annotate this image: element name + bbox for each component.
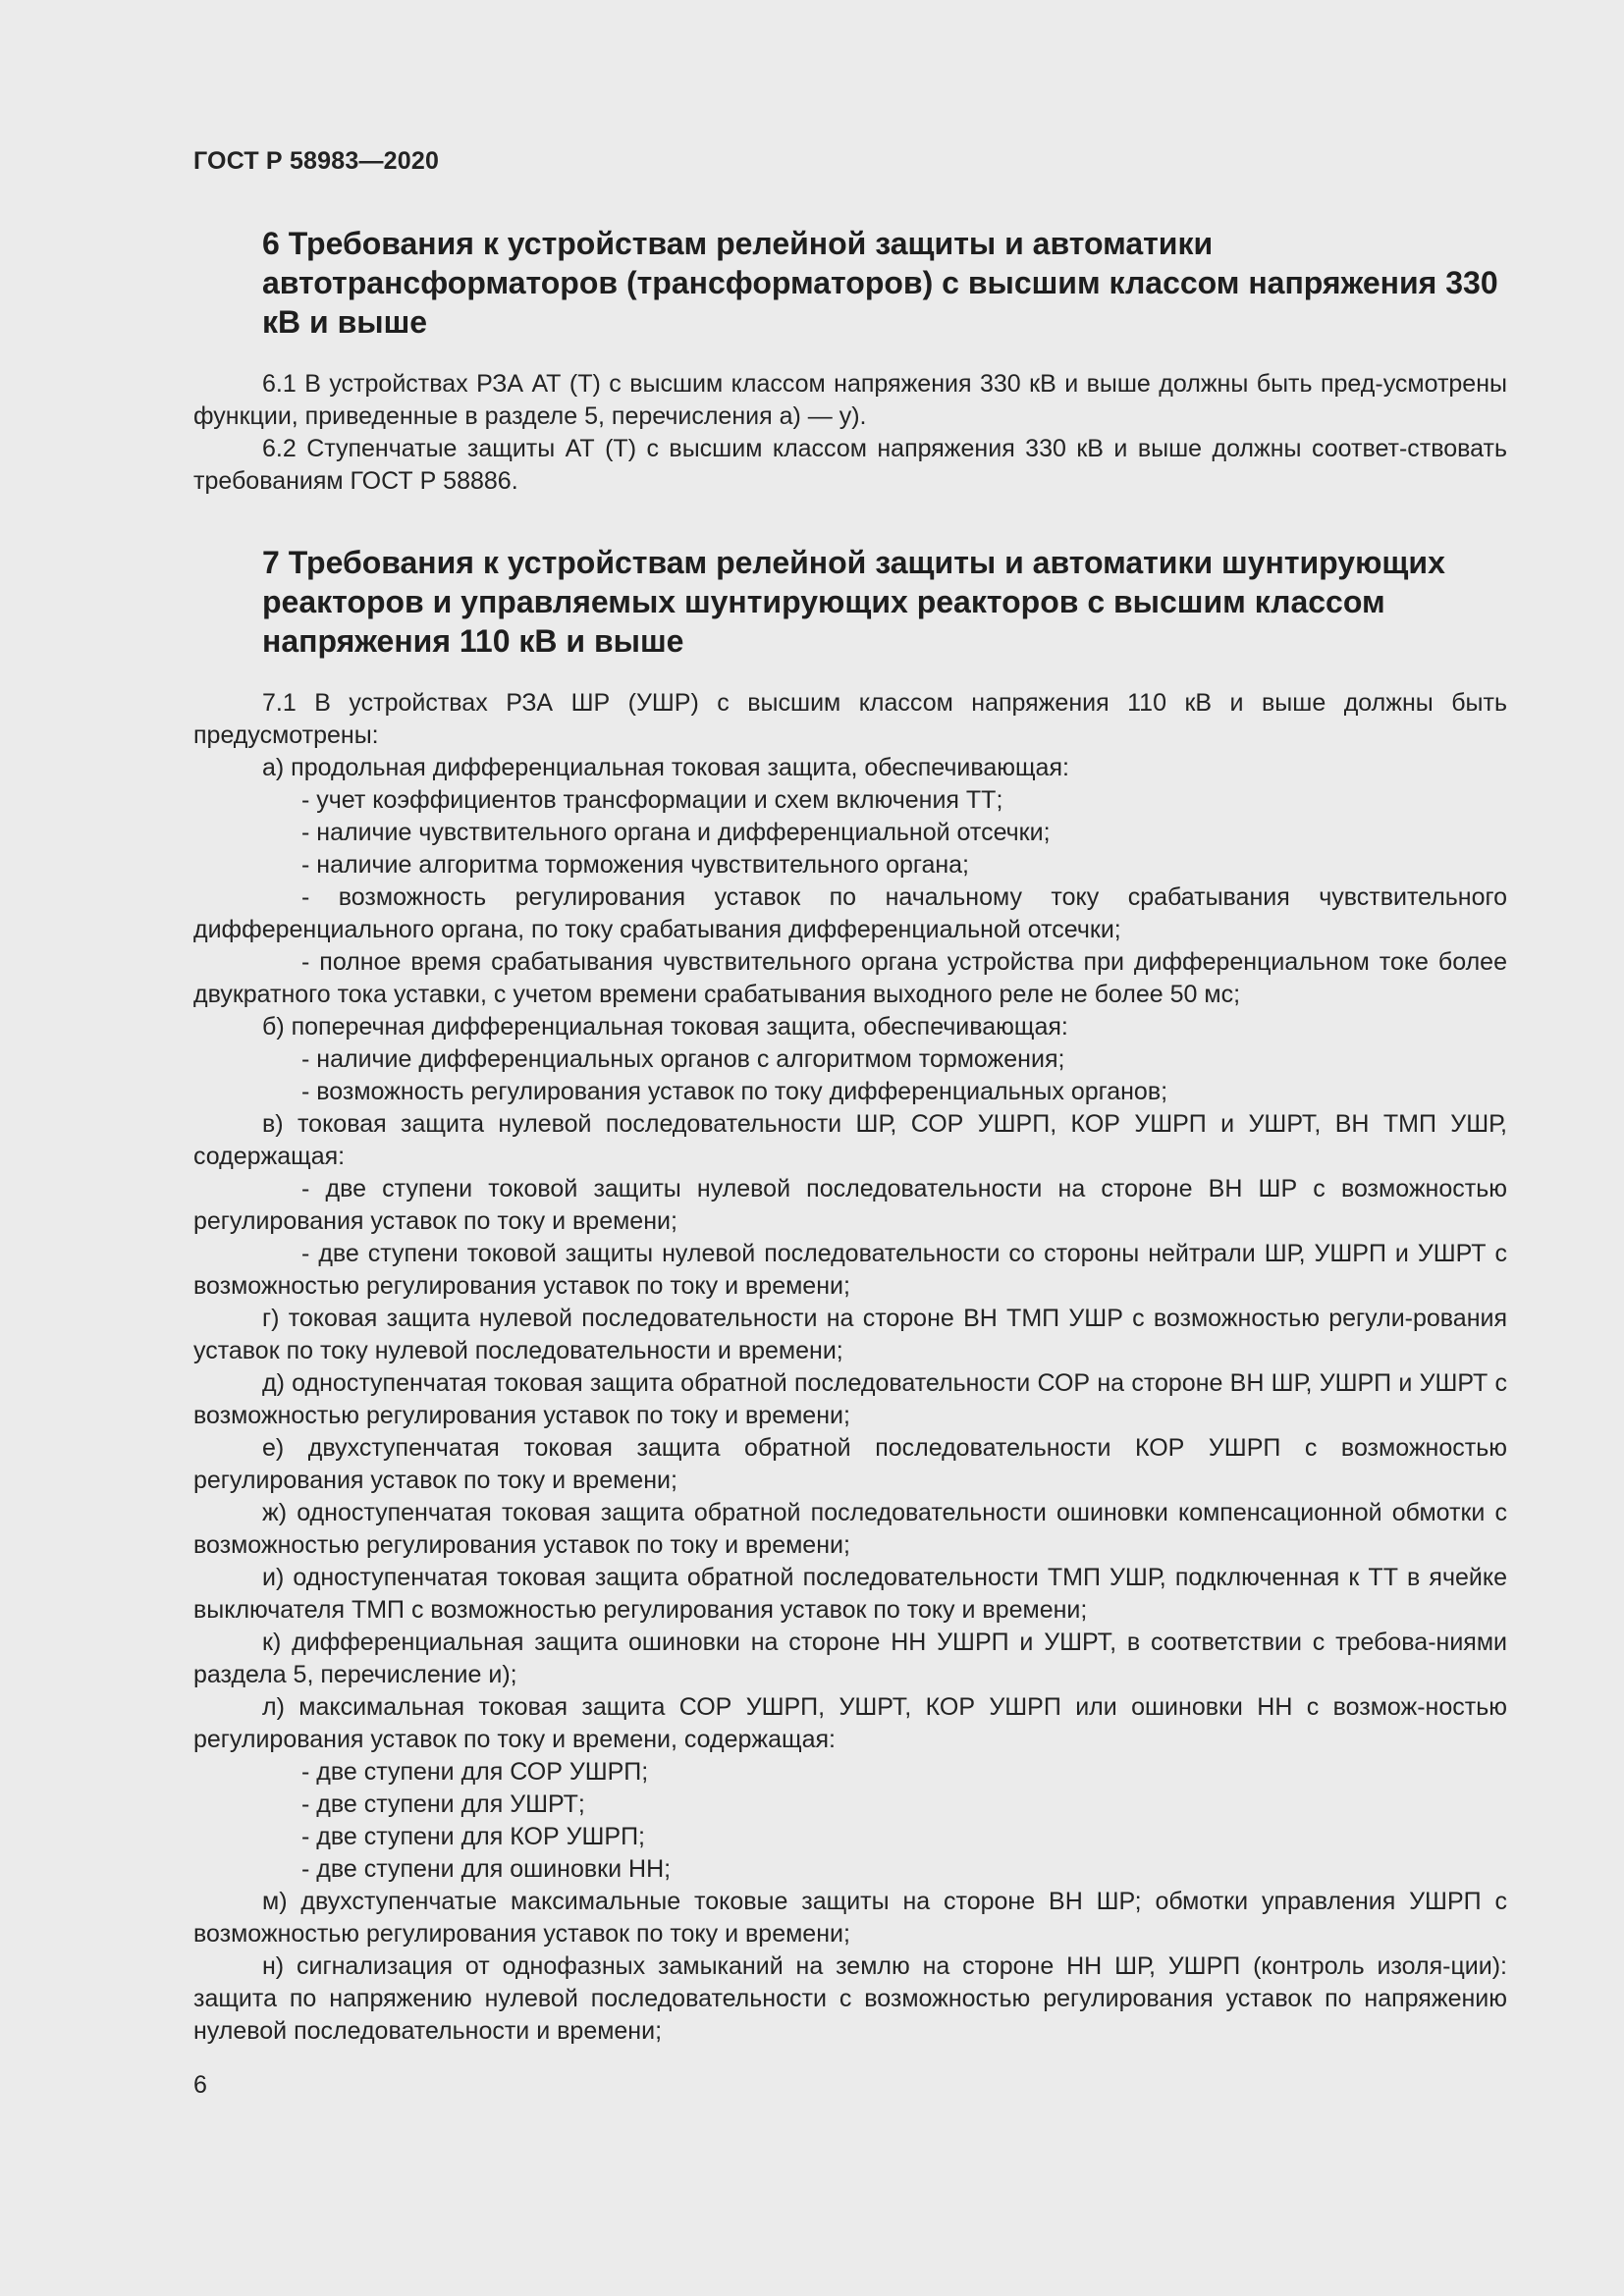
paragraph-7-1: 7.1 В устройствах РЗА ШР (УШР) с высшим классом напряжения 110 кВ и выше должны быть предусмотрены: (193, 689, 1507, 749)
sub-item-dash: - две ступени для СОР УШРП; (301, 1758, 649, 1786)
list-item-l: л) максимальная токовая защита СОР УШРП, УШРТ, КОР УШРП или ошиновки НН с возмож-ностью регулирования уставок по току и времени, содержащая: (193, 1693, 1507, 1753)
sub-item-dash: - наличие чувствительного органа и дифференциальной отсечки; (301, 819, 1051, 846)
list-item-b: б) поперечная дифференциальная токовая защита, обеспечивающая: (262, 1013, 1068, 1041)
sub-item-dash: - наличие дифференциальных органов с алгоритмом торможения; (301, 1045, 1065, 1073)
list-item-a: а) продольная дифференциальная токовая защита, обеспечивающая: (262, 754, 1069, 781)
sub-item-dash: - полное время срабатывания чувствительного органа устройства при дифференциальном токе более двукратного тока уставки, с учетом времени срабатывания выходного реле не более 50 мс; (193, 948, 1507, 1008)
sub-item-dash: - две ступени для КОР УШРП; (301, 1823, 645, 1850)
list-item-v: в) токовая защита нулевой последовательности ШР, СОР УШРП, КОР УШРП и УШРТ, ВН ТМП УШР, содержащая: (193, 1110, 1507, 1170)
sub-item-dash: - наличие алгоритма торможения чувствительного органа; (301, 851, 970, 879)
sub-item-dash: - учет коэффициентов трансформации и схем включения ТТ; (301, 786, 1003, 814)
list-item-k: к) дифференциальная защита ошиновки на стороне НН УШРП и УШРТ, в соответствии с требова-ниями раздела 5, перечисление и); (193, 1629, 1507, 1688)
section-7-heading: 7 Требования к устройствам релейной защиты и автоматики шунтирующих реакторов и управляемых шунтирующих реакторов с высшим классом напряжения 110 кВ и выше (262, 545, 1445, 659)
list-item-d: д) одноступенчатая токовая защита обратной последовательности СОР на стороне ВН ШР, УШРП и УШРТ с возможностью регулирования уставок по току и времени; (193, 1369, 1507, 1429)
list-item-m: м) двухступенчатые максимальные токовые защиты на стороне ВН ШР; обмотки управления УШРП с возможностью регулирования уставок по току и времени; (193, 1888, 1507, 1948)
sub-item-dash: - две ступени токовой защиты нулевой последовательности на стороне ВН ШР с возможностью регулирования уставок по току и времени; (193, 1175, 1507, 1235)
page-number: 6 (193, 2071, 207, 2099)
document-header-id: ГОСТ Р 58983—2020 (193, 147, 440, 175)
paragraph-6-2: 6.2 Ступенчатые защиты АТ (Т) с высшим классом напряжения 330 кВ и выше должны соответ-ствовать требованиям ГОСТ Р 58886. (193, 435, 1507, 495)
sub-item-dash: - возможность регулирования уставок по току дифференциальных органов; (301, 1078, 1168, 1105)
list-item-i: и) одноступенчатая токовая защита обратной последовательности ТМП УШР, подключенная к ТТ в ячейке выключателя ТМП с возможностью регулирования уставок по току и времени; (193, 1564, 1507, 1624)
list-item-n: н) сигнализация от однофазных замыканий на землю на стороне НН ШР, УШРП (контроль изоля-ции): защита по напряжению нулевой последовательности с возможностью регулирования уставок по напряжению нулевой последовательности и времени; (193, 1952, 1507, 2045)
list-item-e: е) двухступенчатая токовая защита обратной последовательности КОР УШРП с возможностью регулирования уставок по току и времени; (193, 1434, 1507, 1494)
sub-item-dash: - возможность регулирования уставок по начальному току срабатывания чувствительного дифференциального органа, по току срабатывания дифференциальной отсечки; (193, 883, 1507, 943)
document-body (193, 224, 1507, 2048)
sub-item-dash: - две ступени для УШРТ; (301, 1790, 585, 1818)
section-6-heading: 6 Требования к устройствам релейной защиты и автоматики автотрансформаторов (трансформаторов) с высшим классом напряжения 330 кВ и выше (262, 226, 1498, 340)
list-item-zh: ж) одноступенчатая токовая защита обратной последовательности ошиновки компенсационной обмотки с возможностью регулирования уставок по току и времени; (193, 1499, 1507, 1559)
list-item-g: г) токовая защита нулевой последовательности на стороне ВН ТМП УШР с возможностью регули-рования уставок по току нулевой последовательности и времени; (193, 1305, 1507, 1364)
sub-item-dash: - две ступени токовой защиты нулевой последовательности со стороны нейтрали ШР, УШРП и УШРТ с возможностью регулирования уставок по току и времени; (193, 1240, 1507, 1300)
paragraph-6-1: 6.1 В устройствах РЗА АТ (Т) с высшим классом напряжения 330 кВ и выше должны быть пред-усмотрены функции, приведенные в разделе 5, перечисления а) — у). (193, 370, 1507, 430)
sub-item-dash: - две ступени для ошиновки НН; (301, 1855, 672, 1883)
